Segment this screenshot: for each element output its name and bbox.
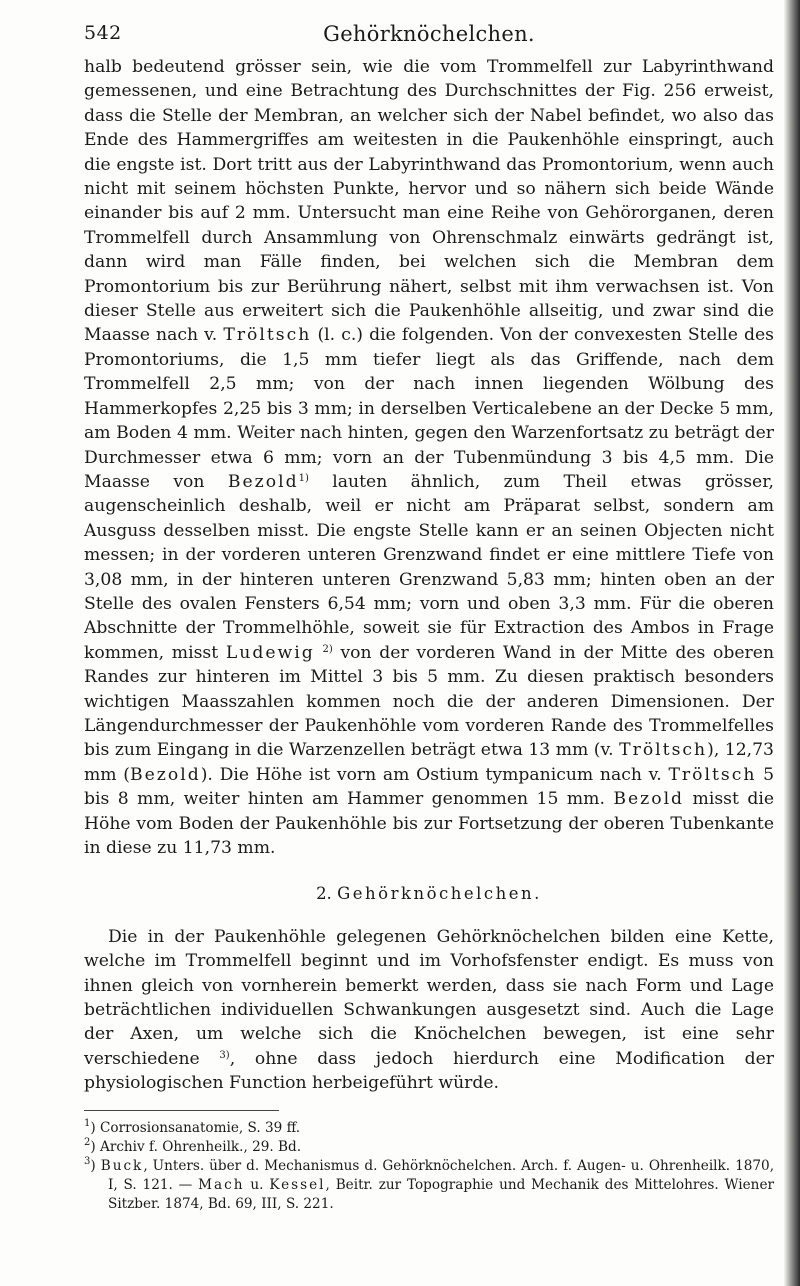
body-text xyxy=(84,55,774,1215)
author-name: Ludewig xyxy=(225,642,315,663)
paragraph-ossicles: Die in der Paukenhöhle gelegenen Gehörknöchelchen bilden eine Kette, welche im Trommelfell beginnt und im Vorhofsfenster endigt. Es muss von ihnen gleich von vornherein bemerkt werden, dass sie nach Form und Lage beträchtlichen individuellen Schwankungen ausgesetzt sind. Auch die Lage der Axen, um welche sich die Knöchelchen bewegen, ist eine sehr verschiedene $^{3)}$, ohne dass jedoch hierdurch eine Modification der physiologischen Function herbeigeführt würde. xyxy=(84,926,774,1094)
author-name: Tröltsch xyxy=(223,325,312,346)
paragraph-measurements: halb bedeutend grösser sein, wie die vom Trommelfell zur Labyrinthwand gemessenen, und eine Betrachtung des Durchschnittes der Fig. 256 erweist, dass die Stelle der Membran, an welcher sich der Nabel befindet, wo also das Ende des Hammergriffes am weitesten in die Paukenhöhle einspringt, auch die engste ist. Dort tritt aus der Labyrinthwand das Promontorium, wenn auch nicht mit seinem höchsten Punkte, hervor und so nähern sich beide Wände einander bis auf 2 mm. Untersucht man eine Reihe von Gehörorganen, deren Trommelfell durch Ansammlung von Ohrenschmalz einwärts gedrängt ist, dann wird man Fälle finden, bei welchen sich die Membran dem Promontorium bis zur Berührung nähert, selbst mit ihm verwachsen ist. Von dieser Stelle aus erweitert sich die Paukenhöhle allseitig, und zwar sind die Maasse nach v. Tröltsch (l. c.) die folgenden. Von der convexesten Stelle des Promontoriums, die 1,5 mm tiefer liegt als das Griffende, nach dem Trommelfell 2,5 mm; von der nach innen liegenden Wölbung des Hammerkopfes 2,25 bis 3 mm; in derselben Verticalebene an der Decke 5 mm, am Boden 4 mm. Weiter nach hinten, gegen den Warzenfortsatz zu beträgt der Durchmesser etwa 6 mm; vorn an der Tubenmündung 3 bis 4,5 mm. Die Maasse von Bezold$^{1)}$ lauten ähnlich, zum Theil etwas grösser, augenscheinlich deshalb, weil er nicht am Präparat selbst, sondern am Ausguss desselben misst. Die engste Stelle kann er an seinen Objecten nicht messen; in der vorderen unteren Grenzwand findet er eine mittlere Tiefe von 3,08 mm, in der hinteren unteren Grenzwand 5,83 mm; hinten oben an der Stelle des ovalen Fensters 6,54 mm; vorn und oben 3,3 mm. Für die oberen Abschnitte der Trommelhöhle, soweit sie für Extraction des Ambos in Frage kommen, misst Ludewig $^{2)}$ von der vorderen Wand in der Mitte des oberen Randes zur hinteren im Mittel 3 bis 5 mm. Zu diesen praktisch besonders wichtigen Maasszahlen kommen noch die der anderen Dimensionen. Der Längendurchmesser der Paukenhöhle vom vorderen Rande des Trommelfelles bis zum Eingang in die Warzenzellen beträgt etwa 13 mm (v. Tröltsch), 12,73 mm (Bezold). Die Höhe ist vorn am Ostium tympanicum nach v. Tröltsch 5 bis 8 mm, weiter hinten am Hammer genommen 15 mm. Bezold misst die Höhe vom Boden der Paukenhöhle bis zur Fortsetzung der oberen Tubenkante in diese zu 11,73 mm. xyxy=(84,57,775,858)
section-heading xyxy=(84,882,774,906)
page-number: 542 xyxy=(84,22,122,44)
footnote-ref[interactable]: 3) xyxy=(219,1049,230,1061)
footnote-2: $^2$) Archiv f. Ohrenheilk., 29. Bd. xyxy=(84,1136,302,1155)
section-title: Gehörknöchelchen. xyxy=(337,884,542,904)
author-name: Bezold xyxy=(613,789,685,810)
page-header xyxy=(84,22,774,52)
author-name: Bezold xyxy=(227,471,299,492)
footnote-ref[interactable]: 1) xyxy=(298,472,309,484)
author-name: Tröltsch xyxy=(668,764,757,785)
running-title: Gehörknöchelchen. xyxy=(323,22,535,46)
author-name: Tröltsch xyxy=(619,740,708,761)
footnote-3: $^3$) Buck, Unters. über d. Mechanismus d. Gehörknöchelchen. Arch. f. Augen- u. Ohrenheilk. 1870, I, S. 121. — Mach u. Kessel, Beitr. zur Topographie und Mechanik des Mittelohres. Wiener Sitzber. 1874, Bd. 69, III, S. 221. xyxy=(84,1156,775,1213)
footnote-ref[interactable]: 2) xyxy=(322,643,333,655)
page-edge-shadow xyxy=(784,0,800,1286)
footnote-1: $^1$) Corrosionsanatomie, S. 39 ff. xyxy=(84,1117,301,1136)
footnote-divider xyxy=(84,1110,279,1111)
footnotes xyxy=(84,1119,774,1215)
section-number: 2. xyxy=(316,884,332,904)
author-name: Bezold xyxy=(130,764,201,785)
